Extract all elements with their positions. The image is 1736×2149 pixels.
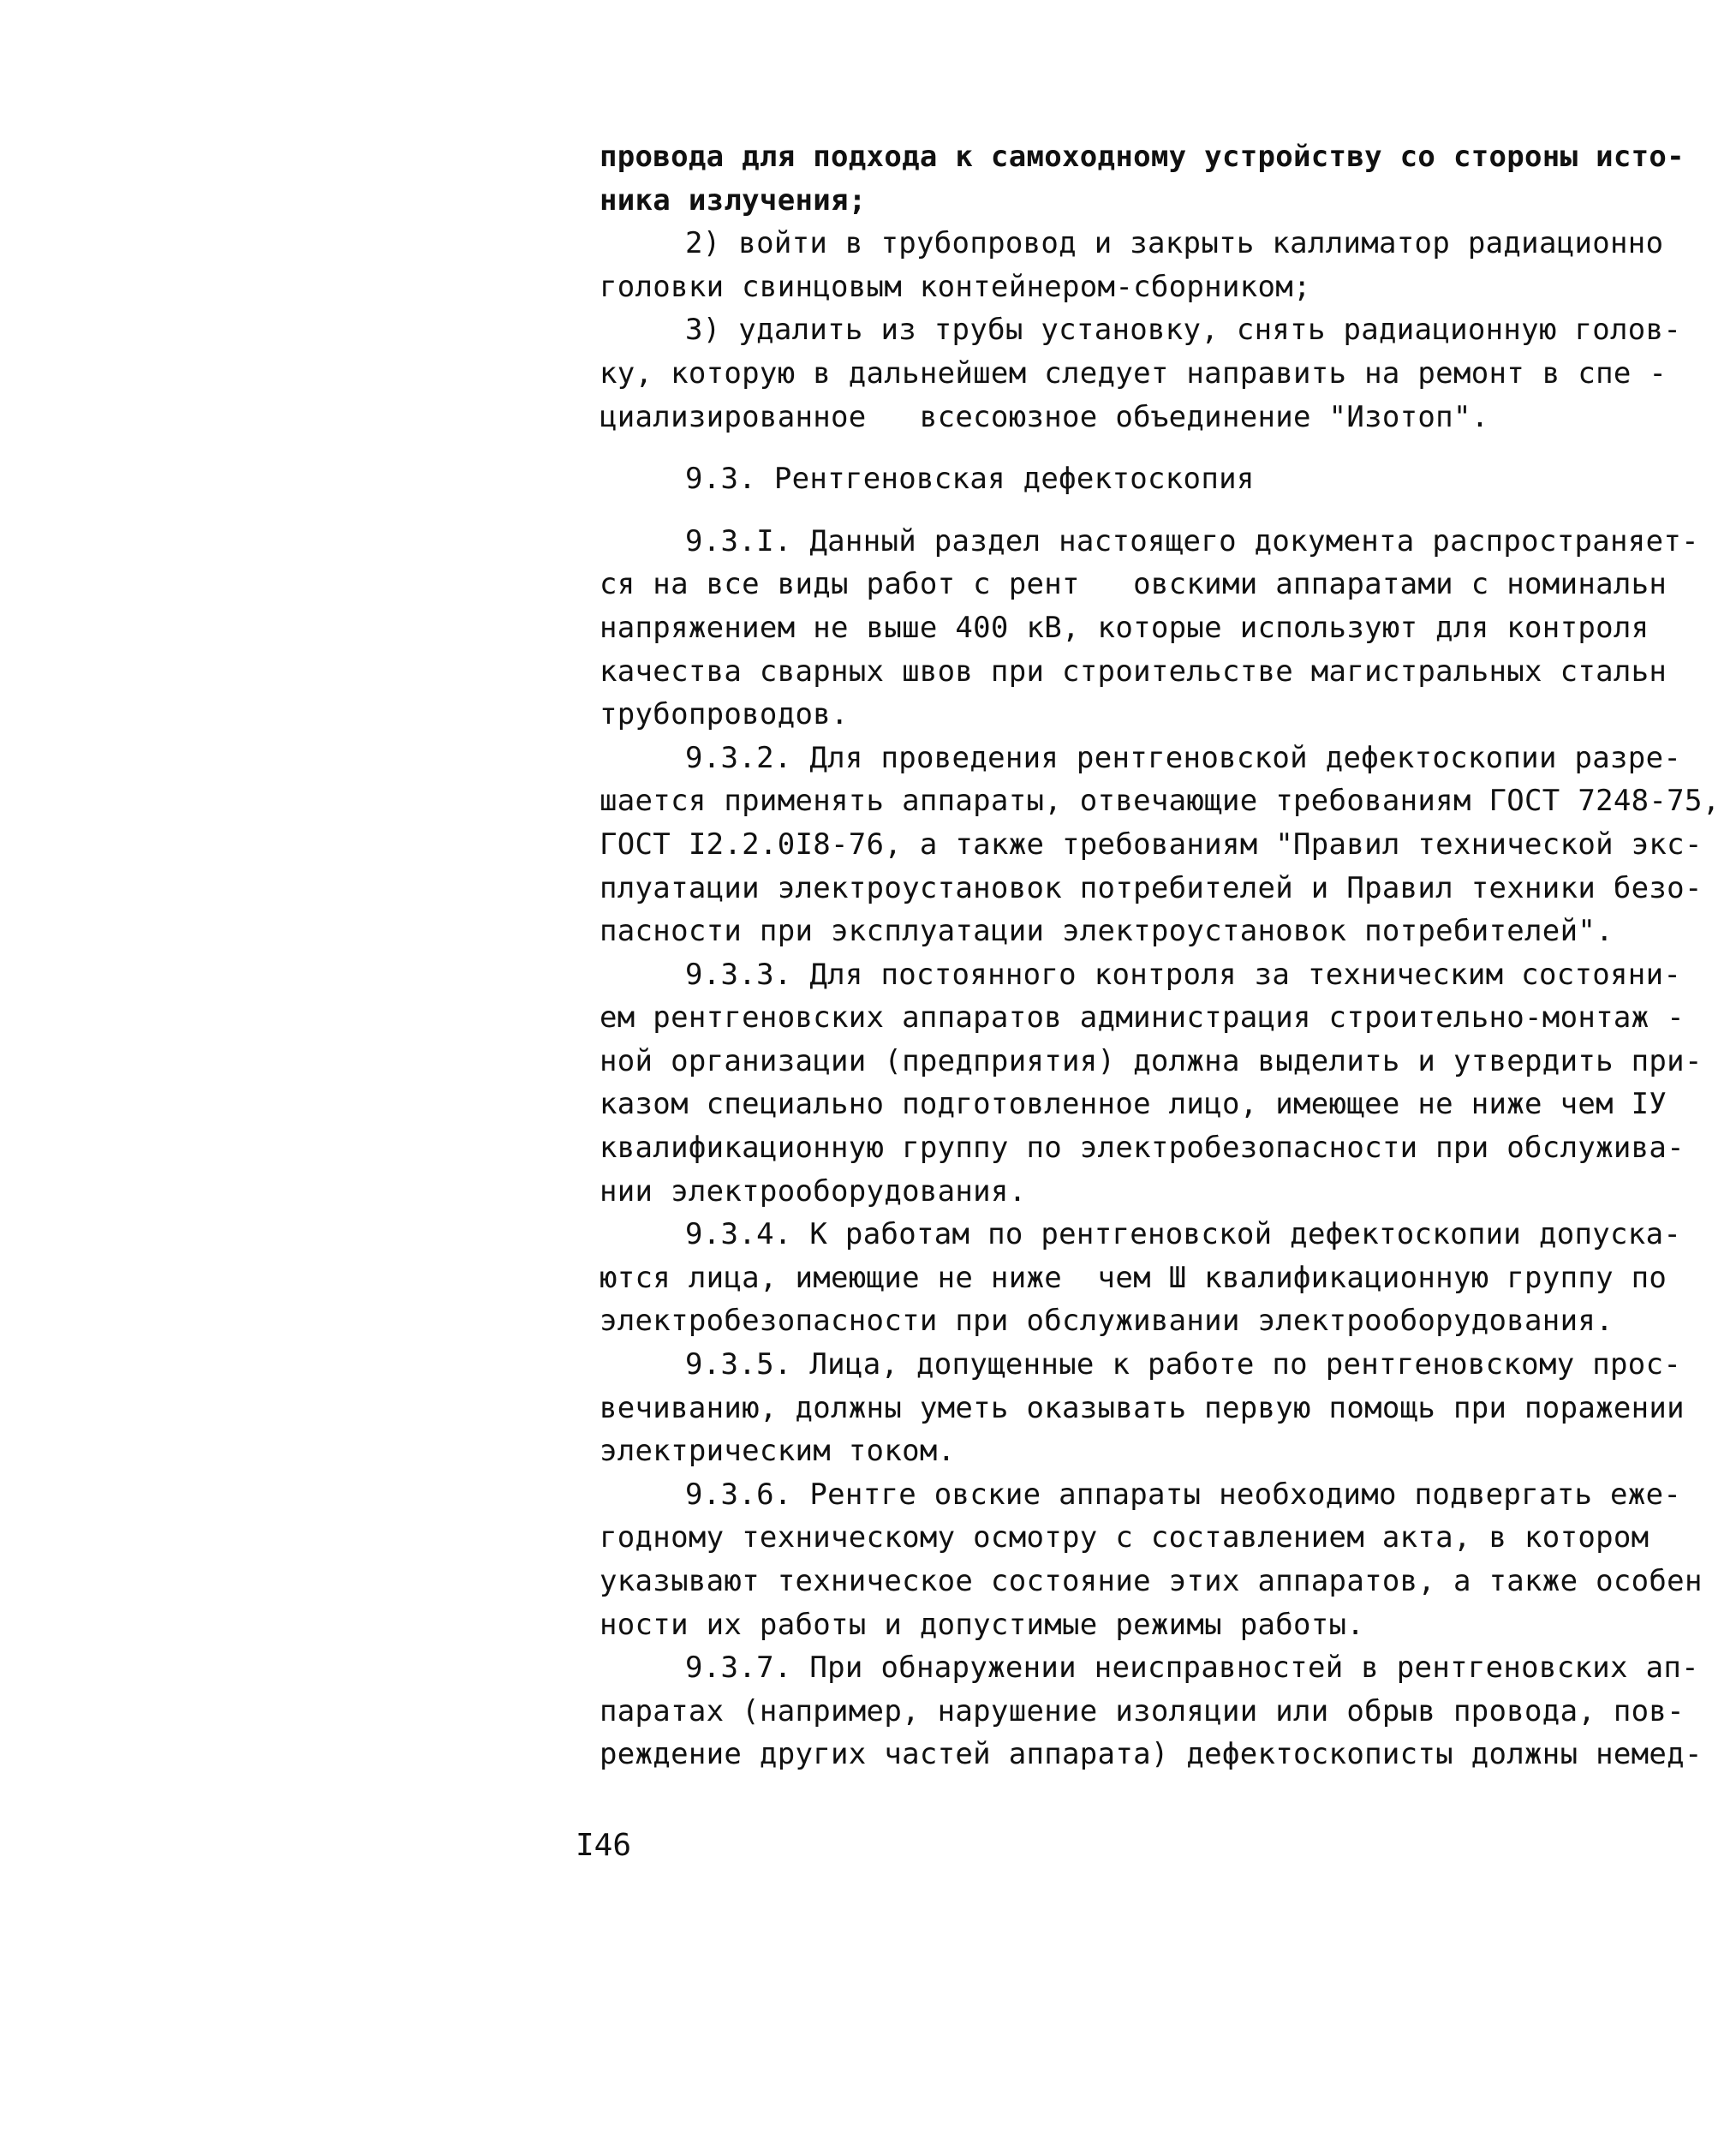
text-line: шается применять аппараты, отвечающие требованиям ГОСТ 7248-75,: [600, 784, 1721, 819]
text-line: ку, которую в дальнейшем следует направить на ремонт в спе -: [600, 355, 1667, 391]
text-line: 9.3.5. Лица, допущенные к работе по рентгеновскому прос-: [685, 1347, 1682, 1382]
text-line: 9.3.4. К работам по рентгеновской дефектоскопии допуска-: [685, 1217, 1682, 1252]
text-line: напряжением не выше 400 кВ, которые используют для контроля: [600, 610, 1649, 645]
text-line: ются лица, имеющие не ниже чем Ш квалификационную группу по: [600, 1260, 1667, 1295]
text-line: пасности при эксплуатации электроустановок потребителей".: [600, 914, 1614, 949]
text-line: 9.3. Рентгеновская дефектоскопия: [685, 462, 1255, 497]
text-line: квалификационную группу по электробезопасности при обслужива-: [600, 1131, 1685, 1166]
body-text: [600, 135, 1721, 1776]
text-line: паратах (например, нарушение изоляции или обрыв провода, пов-: [600, 1693, 1685, 1728]
text-line: 2) войти в трубопровод и закрыть каллиматор радиационно: [685, 226, 1664, 261]
text-line: электрическим током.: [600, 1434, 956, 1469]
text-line: указывают техническое состояние этих аппаратов, а также особен: [600, 1564, 1703, 1598]
text-line: 9.3.3. Для постоянного контроля за техническим состояни-: [685, 957, 1682, 992]
text-line: ной организации (предприятия) должна выделить и утвердить при-: [600, 1043, 1703, 1078]
text-line: нии электрооборудования.: [600, 1173, 1027, 1209]
text-line: 9.3.2. Для проведения рентгеновской дефектоскопии разре-: [685, 740, 1682, 775]
text-line: ности их работы и допустимые режимы работы.: [600, 1607, 1365, 1642]
text-line: электробезопасности при обслуживании электрооборудования.: [600, 1304, 1614, 1339]
text-line: 9.3.6. Рентге овские аппараты необходимо подвергать еже-: [685, 1477, 1682, 1512]
text-line: вечиванию, должны уметь оказывать первую помощь при поражении: [600, 1390, 1685, 1425]
text-line: трубопроводов.: [600, 697, 849, 732]
text-line: 3) удалить из трубы установку, снять радиационную голов-: [685, 313, 1682, 348]
text-line: провода для подхода к самоходному устройству со стороны исто-: [600, 140, 1685, 174]
text-line: ГОСТ I2.2.0I8-76, а также требованиям "Правил технической экс-: [600, 827, 1703, 862]
text-line: ем рентгеновских аппаратов администрация строительно-монтаж -: [600, 1000, 1685, 1036]
text-line: казом специально подготовленное лицо, имеющее не ниже чем IУ: [600, 1087, 1667, 1122]
text-line: качества сварных швов при строительстве магистральных стальн: [600, 654, 1667, 689]
text-line: 9.3.7. При обнаружении неисправностей в рентгеновских ап-: [685, 1651, 1699, 1686]
text-line: циализированное всесоюзное объединение "Изотоп".: [600, 399, 1489, 434]
text-line: реждение других частей аппарата) дефектоскописты должны немед-: [600, 1737, 1703, 1772]
text-line: ника излучения;: [600, 182, 867, 218]
page-number: I46: [576, 1828, 632, 1863]
text-line: 9.3.I. Данный раздел настоящего документа распространяет-: [685, 523, 1699, 558]
text-line: ся на все виды работ с рент овскими аппаратами с номинальн: [600, 567, 1667, 602]
text-line: годному техническому осмотру с составлением акта, в котором: [600, 1520, 1649, 1555]
text-line: плуатации электроустановок потребителей и Правил техники безо-: [600, 870, 1703, 905]
text-line: головки свинцовым контейнером-сборником;: [600, 269, 1311, 304]
